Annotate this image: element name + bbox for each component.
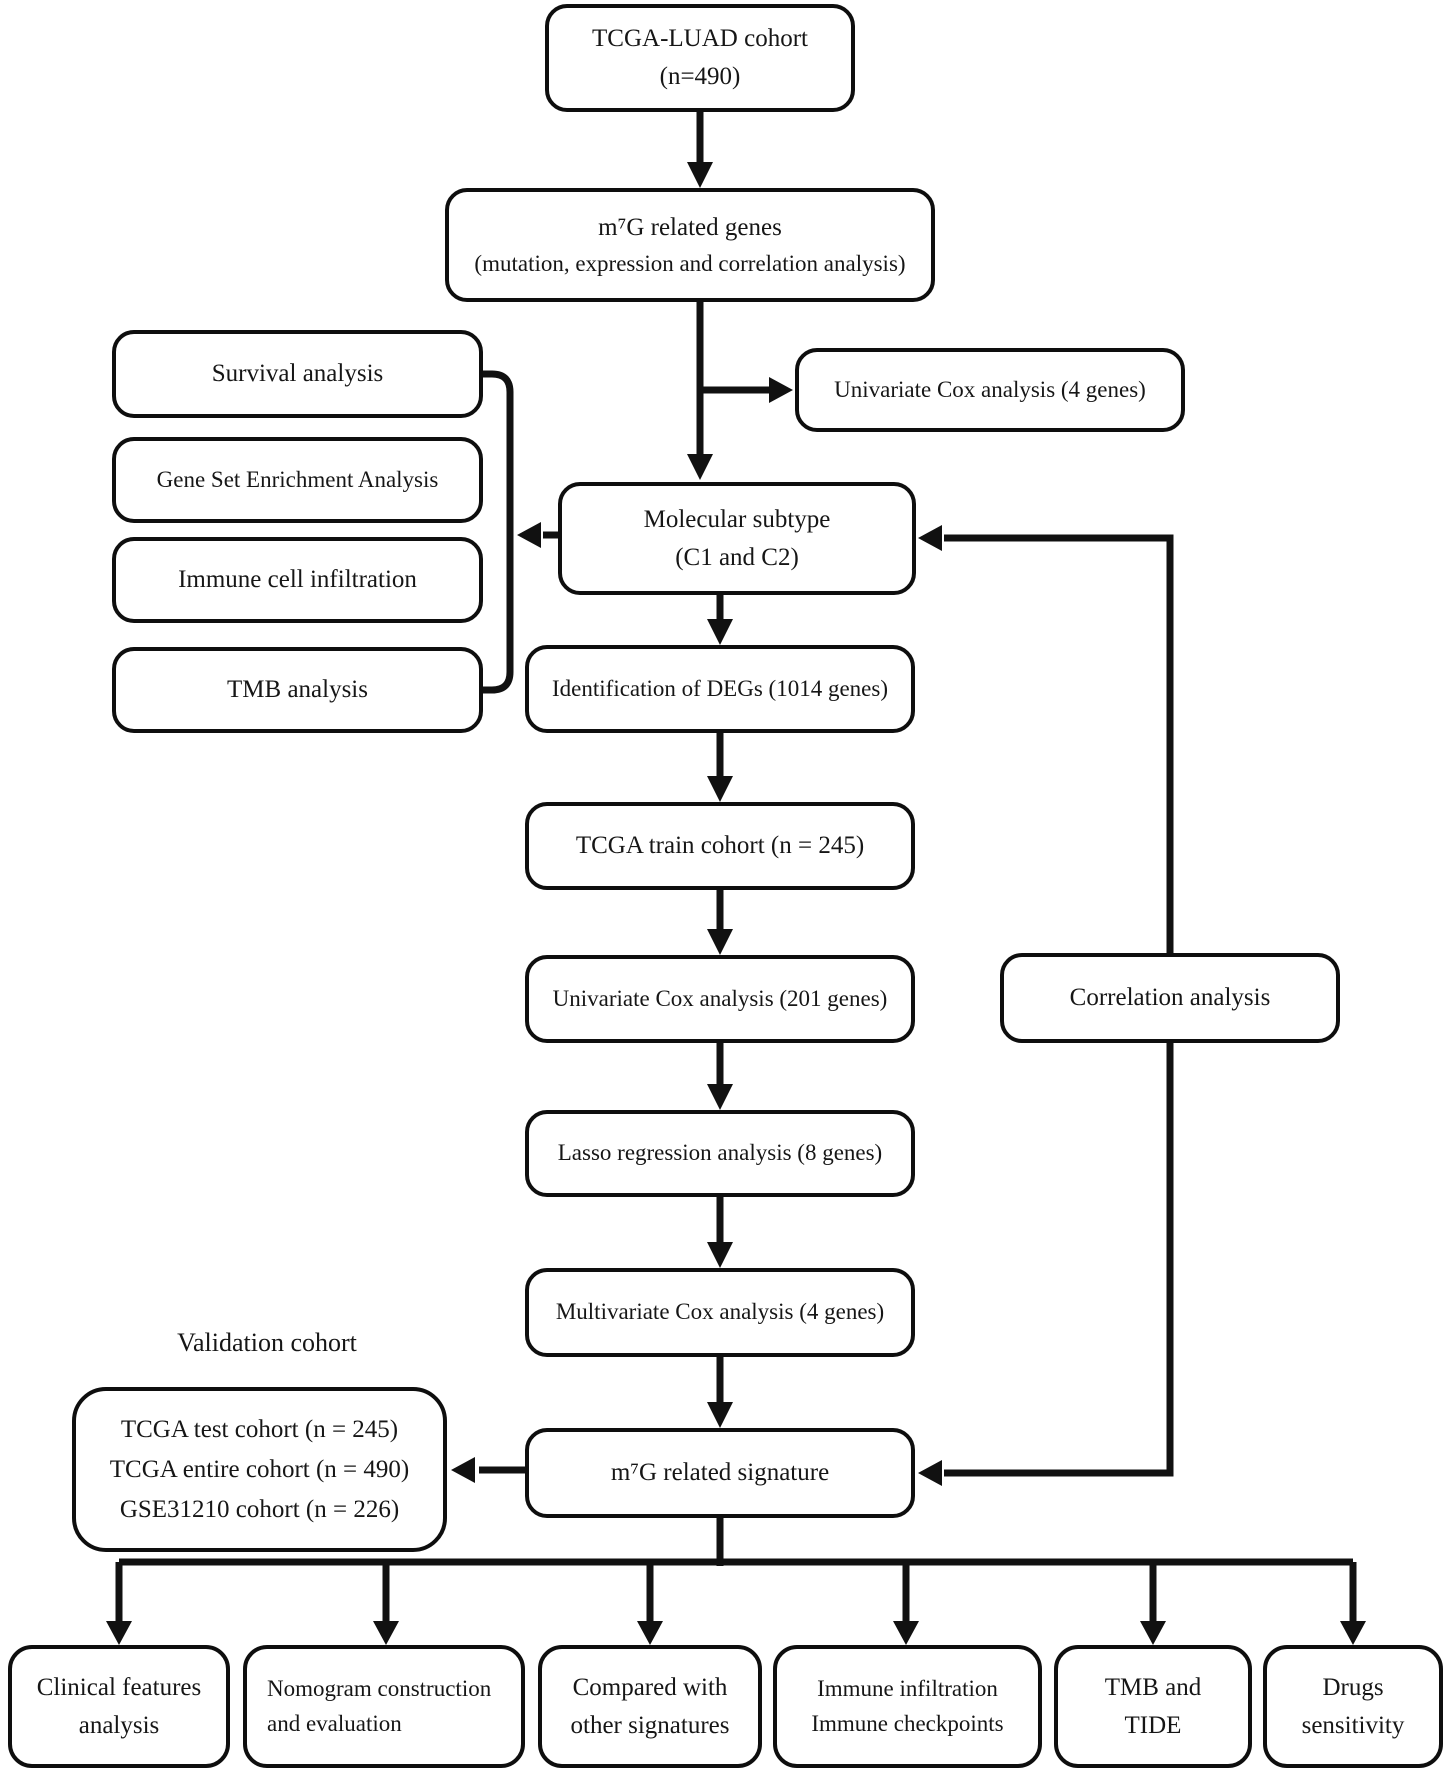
arrow-molecular-to-degs xyxy=(707,595,733,645)
train-cohort-line: TCGA train cohort (n = 245) xyxy=(575,832,865,859)
validation-cohort-label: Validation cohort xyxy=(177,1328,357,1357)
arrow-drop-drugs xyxy=(1340,1562,1366,1645)
arrow-drop-clinical xyxy=(106,1562,132,1645)
univariate-cox-201-line: Univariate Cox analysis (201 genes) xyxy=(552,985,888,1011)
compared-line-1: Compared with xyxy=(572,1673,728,1701)
box-immune-infiltration-checkpoints xyxy=(773,1645,1042,1768)
box-molecular-subtype xyxy=(558,482,916,595)
lasso-line: Lasso regression analysis (8 genes) xyxy=(557,1140,883,1166)
drugs-line-2: sensitivity xyxy=(1301,1711,1405,1739)
validation-line-2: TCGA entire cohort (n = 490) xyxy=(109,1455,410,1483)
arrow-drop-tmb-tide xyxy=(1140,1562,1166,1645)
box-tcga-luad-cohort xyxy=(545,4,855,112)
molecular-subtype-line-1: Molecular subtype xyxy=(643,505,831,533)
box-univariate-cox-201-genes xyxy=(525,955,915,1043)
box-lasso-regression xyxy=(525,1110,915,1197)
gsea-line: Gene Set Enrichment Analysis xyxy=(156,466,439,492)
correlation-line: Correlation analysis xyxy=(1069,984,1271,1011)
box-tmb-analysis xyxy=(112,647,483,733)
box-drugs-sensitivity xyxy=(1263,1645,1443,1768)
tmb-tide-line-2: TIDE xyxy=(1124,1711,1182,1739)
tmb-tide-line-1: TMB and xyxy=(1104,1673,1202,1701)
validation-line-1: TCGA test cohort (n = 245) xyxy=(120,1415,399,1443)
clinical-line-2: analysis xyxy=(78,1711,160,1739)
arrow-molecular-to-bracket xyxy=(517,522,558,548)
drugs-line-1: Drugs xyxy=(1322,1673,1384,1701)
arrow-branch-univariate4 xyxy=(700,377,793,403)
box-multivariate-cox xyxy=(525,1268,915,1357)
arrow-tcga-to-m7g xyxy=(687,112,713,188)
tmb-line: TMB analysis xyxy=(227,676,368,703)
arrow-degs-to-train xyxy=(707,733,733,802)
box-identification-degs xyxy=(525,645,915,733)
tcga-luad-line-1: TCGA-LUAD cohort xyxy=(592,25,808,52)
box-univariate-cox-4-genes xyxy=(795,348,1185,432)
arrow-drop-nomogram xyxy=(373,1562,399,1645)
univariate-cox-4-line: Univariate Cox analysis (4 genes) xyxy=(834,376,1146,402)
box-validation-cohorts xyxy=(72,1387,447,1552)
box-clinical-features xyxy=(8,1645,230,1768)
box-m7g-related-signature xyxy=(525,1428,915,1518)
box-survival-analysis xyxy=(112,330,483,418)
arrow-train-to-univariate201 xyxy=(707,890,733,955)
box-correlation-analysis xyxy=(1000,953,1340,1043)
box-tcga-train-cohort xyxy=(525,802,915,890)
compared-line-2: other signatures xyxy=(570,1711,730,1739)
clinical-line-1: Clinical features xyxy=(36,1673,202,1701)
survival-line: Survival analysis xyxy=(211,360,384,387)
validation-line-3: GSE31210 cohort (n = 226) xyxy=(119,1495,400,1523)
nomogram-line-1: Nomogram construction xyxy=(267,1675,492,1701)
arrow-drop-immune xyxy=(893,1562,919,1645)
m7g-genes-line-2: (mutation, expression and correlation analysis) xyxy=(474,250,906,276)
box-m7g-related-genes xyxy=(445,188,935,302)
immune-cell-line: Immune cell infiltration xyxy=(178,566,417,593)
degs-line: Identification of DEGs (1014 genes) xyxy=(552,675,888,701)
bracket-left-analyses xyxy=(483,374,510,690)
arrow-signature-to-validation xyxy=(451,1457,525,1483)
box-compared-signatures xyxy=(538,1645,762,1768)
tcga-luad-line-2: (n=490) xyxy=(659,63,741,90)
box-gene-set-enrichment xyxy=(112,437,483,523)
box-immune-cell-infiltration xyxy=(112,537,483,623)
arrow-univariate201-to-lasso xyxy=(707,1043,733,1110)
arrow-lasso-to-multivariate xyxy=(707,1197,733,1268)
signature-line: m⁷G related signature xyxy=(610,1459,830,1486)
molecular-subtype-line-2: (C1 and C2) xyxy=(675,543,799,571)
nomogram-line-2: and evaluation xyxy=(267,1710,402,1736)
arrow-multivariate-to-signature xyxy=(707,1357,733,1428)
m7g-genes-line-1: m⁷G related genes xyxy=(598,213,782,241)
box-tmb-tide xyxy=(1054,1645,1252,1768)
immune-infiltration-line-2: Immune checkpoints xyxy=(811,1710,1004,1736)
arrow-drop-compared xyxy=(637,1562,663,1645)
multivariate-cox-line: Multivariate Cox analysis (4 genes) xyxy=(555,1299,885,1325)
immune-infiltration-line-1: Immune infiltration xyxy=(817,1675,998,1701)
box-nomogram xyxy=(243,1645,525,1768)
